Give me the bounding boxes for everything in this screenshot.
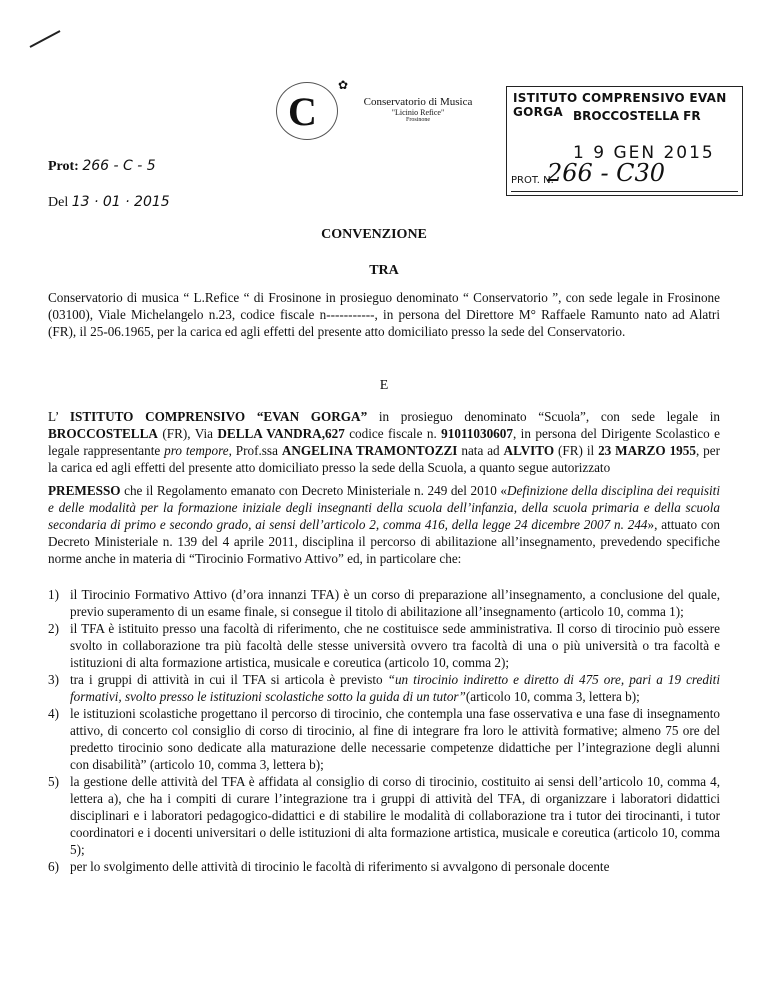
del-line xyxy=(48,194,170,211)
paragraph-conservatorio: Conservatorio di musica “ L.Refice “ di Frosinone in prosieguo denominato “ Conservatorio ”, con sede legale in Frosinone (03100), Viale Michelangelo n.23, codice fiscale n-----------, in persona del Direttore M° Raffaele Ramunto nato ad Alatri (FR), il 25-06.1965, per la carica ed agli effetti del presente atto domiciliato presso la sede del Conservatorio. xyxy=(48,290,720,339)
title-tra: TRA xyxy=(369,263,399,278)
list-item-text-a: tra i gruppi di attività in cui il TFA si articola è previsto xyxy=(70,672,388,687)
logo-text xyxy=(348,96,488,123)
p2-i: , in persona del Dirigente Scolastico e legale rappresentante xyxy=(48,426,720,458)
conservatorio-logo xyxy=(276,78,476,138)
list-item-text-c: (articolo 10, comma 3, lettera b); xyxy=(465,689,640,704)
logo-name: Conservatorio di Musica xyxy=(363,96,473,108)
p3-c: Definizione della disciplina dei requisiti e delle modalità per la formazione iniziale degli insegnanti della scuola dell’infanzia, della scuola primaria e della scuola secondaria di primo e secondo grado, ai sensi dell’articolo 2, comma 416, della legge 24 dicembre 2007 n. 244 xyxy=(48,483,720,532)
paragraph-scuola xyxy=(48,408,720,476)
logo-city: Frosinone xyxy=(406,117,430,123)
p2-j: pro tempore xyxy=(164,443,229,458)
prot-line xyxy=(48,158,156,175)
list-item-number: 5) xyxy=(48,774,59,789)
logo-sub: "Licinio Refice" xyxy=(391,108,445,117)
paragraph-premesso xyxy=(48,482,720,567)
p2-a: L’ xyxy=(48,409,70,424)
list-item-number: 3) xyxy=(48,672,59,687)
list-item-number: 4) xyxy=(48,706,59,721)
list-item-text: la gestione delle attività del TFA è affidata al consiglio di corso di tirocinio, costituito ai sensi dell’articolo 10, comma 4, lettera a), che ha i compiti di curare l’integrazione tra i gruppi di attività del TFA, di organizzare i laboratori didattici disciplinari e i laboratori pedagogico-didattici e di stabilire le modalità di collaborazione tra i tutor dei tirocinanti, i tutor coordinatori e i docenti universitari o delle istituzioni di alta formazione artistica, musicale e coreutica (articolo 10, comma 5); xyxy=(70,774,720,857)
list-item xyxy=(48,620,720,671)
stamp-underline xyxy=(511,191,738,192)
list-item xyxy=(48,586,720,620)
p3-d: », attuato con Decreto Ministeriale n. 139 del 4 aprile 2011, disciplina il percorso di abilitazione all’insegnamento, prevedendo specifiche norme anche in materia di “Tirocinio Formativo Attivo” ed, in particolare che: xyxy=(48,517,720,566)
p2-c: in prosieguo denominato “Scuola”, con sede legale in xyxy=(367,409,720,424)
list-item-text: per lo svolgimento delle attività di tirocinio le facoltà di riferimento si avvalgono di personale docente xyxy=(70,859,610,874)
del-value: 13 · 01 · 2015 xyxy=(71,194,170,210)
list-item-number: 2) xyxy=(48,621,59,636)
stamp-line1: ISTITUTO COMPRENSIVO EVAN GORGA xyxy=(513,91,727,119)
logo-letter: C xyxy=(288,89,317,134)
premesso-list xyxy=(48,586,720,875)
list-item xyxy=(48,671,720,705)
p2-g: codice fiscale n. xyxy=(344,426,442,441)
stamp-date: 1 9 GEN 2015 xyxy=(573,143,715,163)
list-item xyxy=(48,773,720,858)
list-item-number: 6) xyxy=(48,859,59,874)
crest-icon: ✿ xyxy=(338,78,349,92)
del-label: Del xyxy=(48,195,69,210)
p2-o: (FR) il xyxy=(554,443,599,458)
title-convenzione: CONVENZIONE xyxy=(321,227,427,242)
p3-b: che il Regolamento emanato con Decreto Ministeriale n. 249 del 2010 « xyxy=(120,483,508,498)
prot-value: 266 - C - 5 xyxy=(82,158,156,174)
p2-h: 91011030607 xyxy=(441,426,513,441)
p2-k: , Prof.ssa xyxy=(228,443,282,458)
list-item xyxy=(48,858,720,875)
prot-label: Prot: xyxy=(48,159,79,174)
list-item-text: il TFA è istituito presso una facoltà di riferimento, che ne costituisce sede amministrativa. Il corso di tirocinio può essere svolto in collaborazione tra più facoltà delle stesse università ovvero tra facoltà di una o più università o tra facoltà e istituzioni di alta formazione artistica, musicale e coreutica (articolo 10, comma 2); xyxy=(70,621,720,670)
protocol-stamp xyxy=(506,86,743,196)
list-item-number: 1) xyxy=(48,587,59,602)
title-e: E xyxy=(379,378,389,393)
p2-n: ALVITO xyxy=(503,443,555,458)
p2-b: ISTITUTO COMPRENSIVO “EVAN GORGA” xyxy=(69,409,368,424)
stamp-line2: BROCCOSTELLA FR xyxy=(573,109,701,123)
list-item-text-b: “un tirocinio indiretto e diretto di 475 ore, pari a 19 crediti formativi, svolto presso le istituzioni scolastiche sotto la guida di un tutor” xyxy=(70,672,720,704)
p2-e: (FR), Via xyxy=(157,426,218,441)
scan-mark xyxy=(30,30,61,48)
list-item-text: il Tirocinio Formativo Attivo (d’ora innanzi TFA) è un corso di preparazione all’insegnamento, a conclusione del quale, previo superamento di un esame finale, si consegue il titolo di abilitazione all’insegnamento (articolo 10, comma 1); xyxy=(70,587,720,619)
p2-p: 23 MARZO 1955 xyxy=(598,443,696,458)
p2-m: nata ad xyxy=(457,443,504,458)
p3-a: PREMESSO xyxy=(48,483,121,498)
p2-q: , per la carica ed agli effetti del presente atto domiciliato presso la sede della Scuola, a quanto segue autorizzato xyxy=(48,443,720,475)
list-item xyxy=(48,705,720,773)
p2-f: DELLA VANDRA,627 xyxy=(217,426,345,441)
list-item-text: le istituzioni scolastiche progettano il percorso di tirocinio, che contempla una fase osservativa e una fase di insegnamento attivo, di concerto col consiglio di corso di tirocinio, al fine di integrare fra loro le attività formative; almeno 75 ore del predetto tirocinio sono dedicate alla maturazione delle necessarie competenze didattiche per l’integrazione degli alunni con disabilità” (articolo 10, comma 3, lettera b); xyxy=(70,706,720,772)
stamp-prot-number: 266 - C30 xyxy=(547,159,666,187)
p2-d: BROCCOSTELLA xyxy=(48,426,158,441)
p2-l: ANGELINA TRAMONTOZZI xyxy=(281,443,458,458)
stamp-prot-label: PROT. N. xyxy=(511,175,554,186)
